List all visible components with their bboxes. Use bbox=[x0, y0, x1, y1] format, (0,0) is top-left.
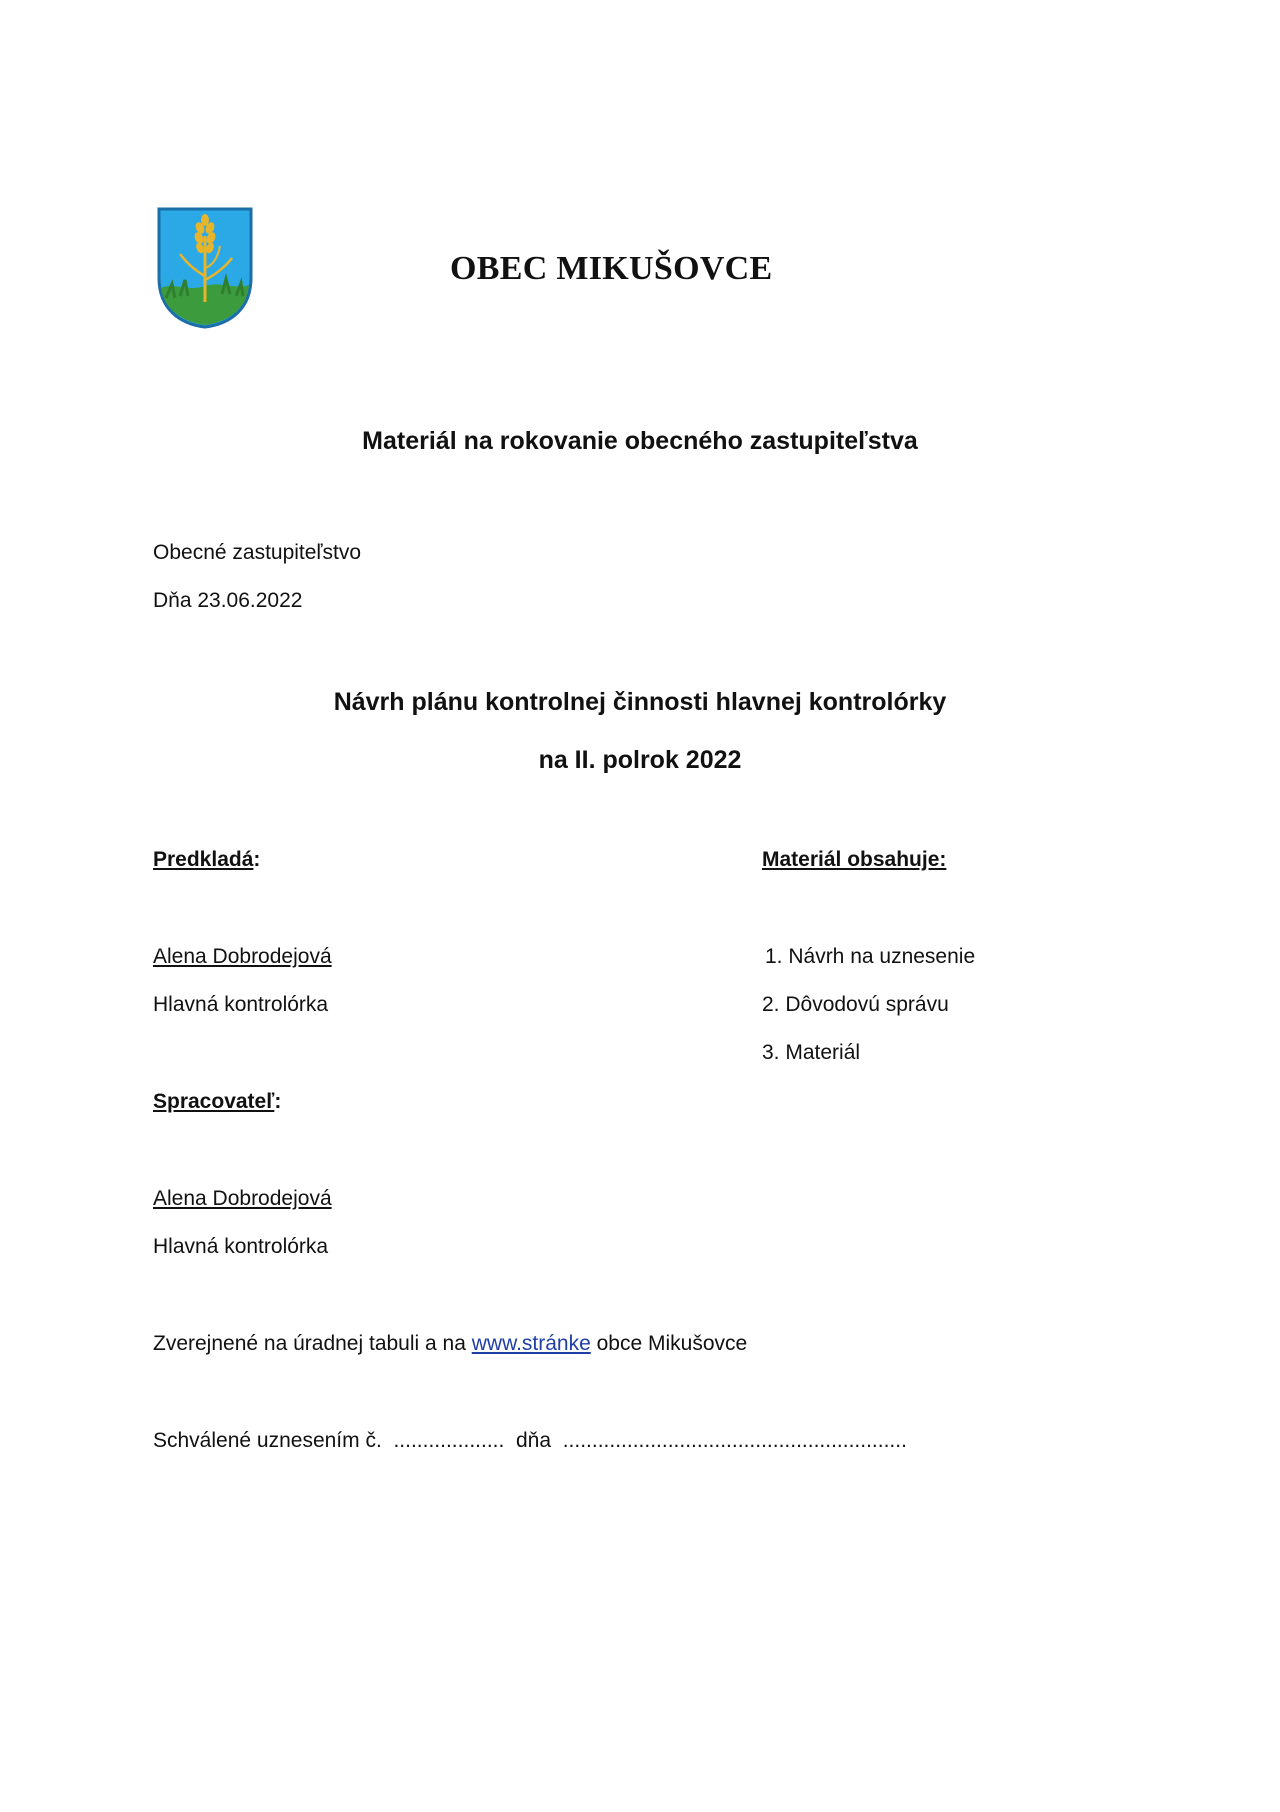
submitter-label bbox=[153, 848, 260, 872]
meeting-date: Dňa 23.06.2022 bbox=[153, 589, 303, 612]
published-prefix: Zverejnené na úradnej tabuli a na bbox=[153, 1332, 472, 1355]
submitter-name: Alena Dobrodejová bbox=[153, 945, 332, 968]
website-link[interactable]: www.stránke bbox=[471, 1332, 591, 1355]
proposal-title-line1: Návrh plánu kontrolnej činnosti hlavnej kontrolórky bbox=[333, 688, 947, 716]
contents-label: Materiál obsahuje: bbox=[762, 848, 947, 871]
processor-name: Alena Dobrodejová bbox=[153, 1187, 332, 1210]
processor-label bbox=[153, 1090, 281, 1114]
contents-item-2: 2. Dôvodovú správu bbox=[762, 993, 949, 1016]
coat-of-arms-logo bbox=[156, 206, 254, 330]
meeting-body: Obecné zastupiteľstvo bbox=[153, 541, 362, 564]
contents-item-3: 3. Materiál bbox=[762, 1041, 861, 1064]
processor-role: Hlavná kontrolórka bbox=[153, 1235, 329, 1258]
contents-item-1: 1. Návrh na uznesenie bbox=[765, 945, 976, 968]
published-suffix: obce Mikušovce bbox=[590, 1332, 748, 1355]
submitter-label-colon: : bbox=[253, 848, 261, 871]
processor-label-colon: : bbox=[274, 1090, 282, 1113]
org-title: OBEC MIKUŠOVCE bbox=[450, 250, 773, 287]
approval-line: Schválené uznesením č. ................... dňa ........................................................... bbox=[153, 1429, 907, 1452]
submitter-label-text: Predkladá bbox=[153, 848, 254, 871]
submitter-role: Hlavná kontrolórka bbox=[153, 993, 329, 1016]
processor-label-text: Spracovateľ bbox=[153, 1090, 275, 1113]
proposal-title-line2: na II. polrok 2022 bbox=[538, 746, 742, 774]
material-heading: Materiál na rokovanie obecného zastupiteľstva bbox=[362, 427, 918, 455]
published-note bbox=[153, 1332, 747, 1356]
